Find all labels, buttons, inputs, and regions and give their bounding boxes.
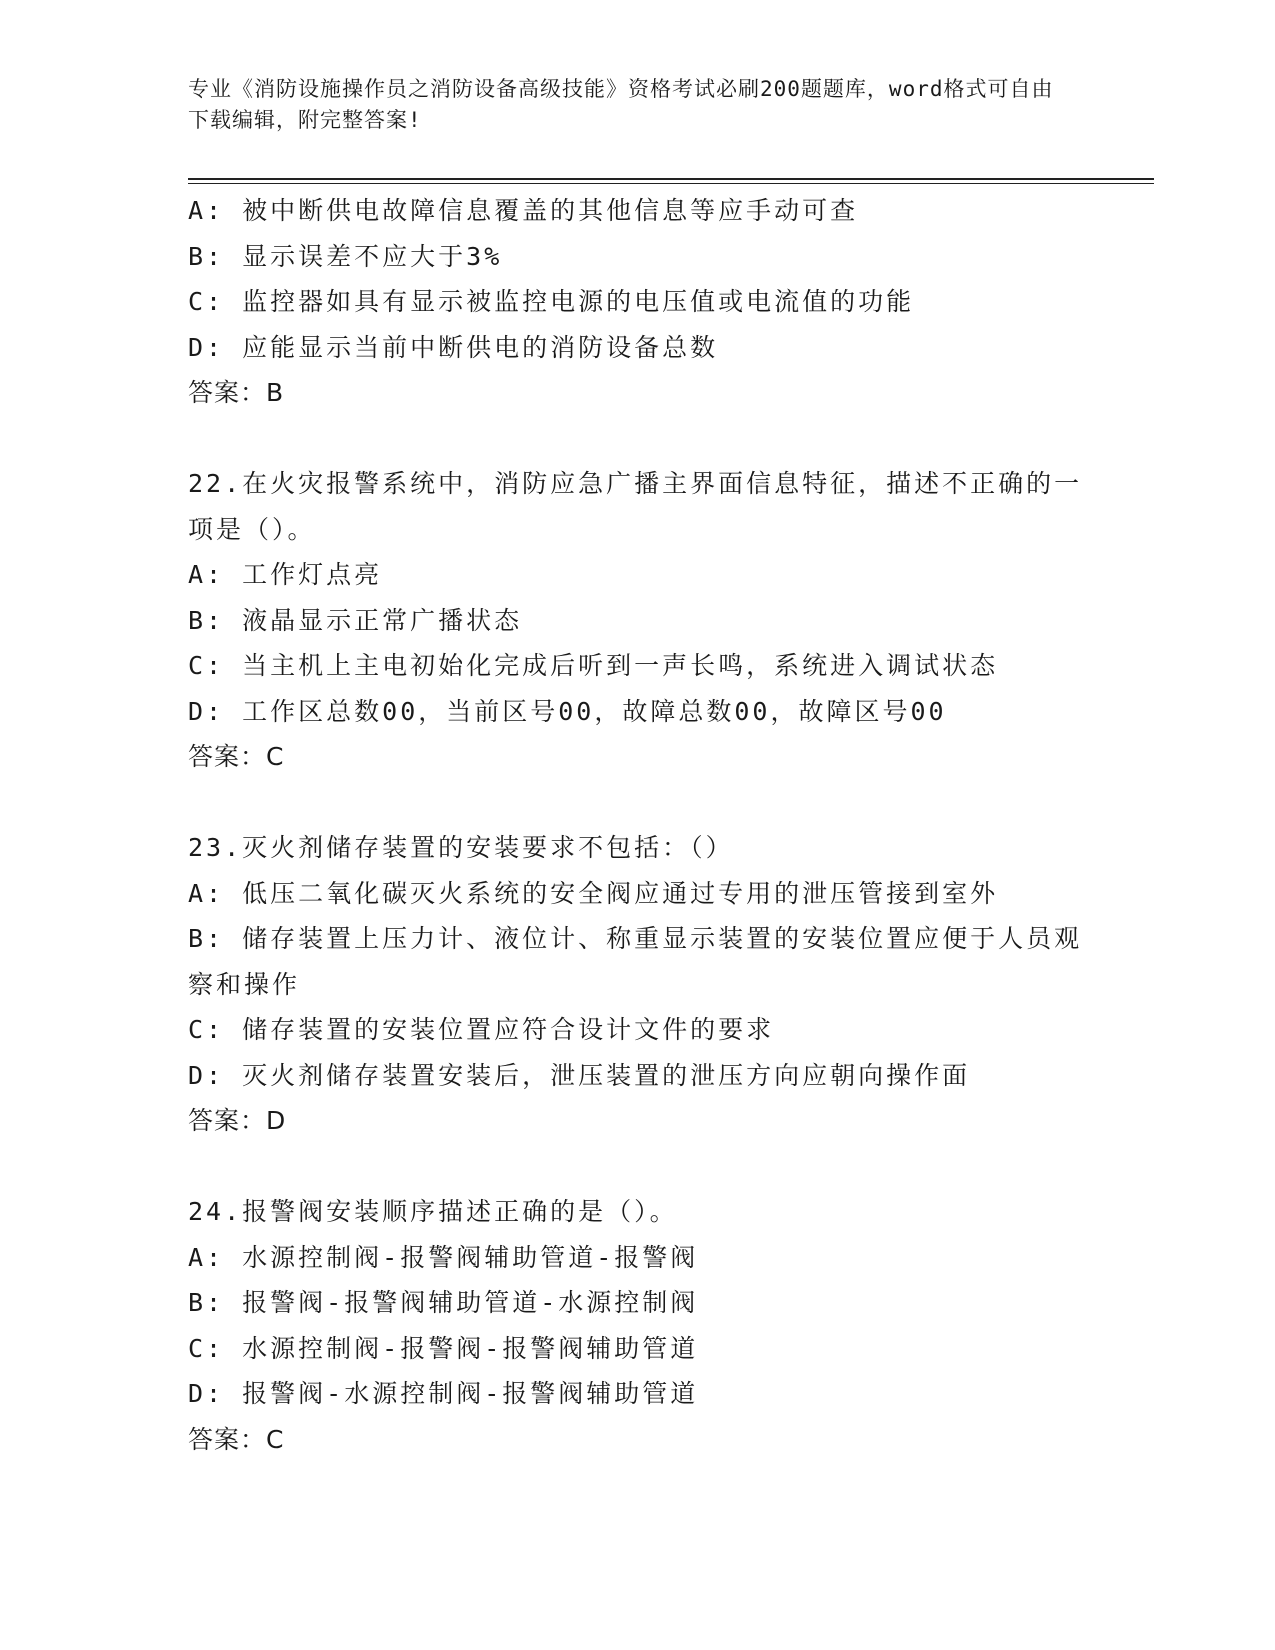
question-23 — [188, 825, 1088, 1144]
question-21-fragment — [188, 188, 1088, 416]
spacer — [188, 780, 1088, 826]
spacer — [188, 1144, 1088, 1190]
option-d: D: 应能显示当前中断供电的消防设备总数 — [188, 332, 719, 362]
answer: 答案：D — [188, 1106, 287, 1135]
document-header: 专业《消防设施操作员之消防设备高级技能》资格考试必刷200题题库，word格式可自由下载编辑，附完整答案! — [188, 77, 1054, 132]
question-stem: 22.在火灾报警系统中，消防应急广播主界面信息特征，描述不正确的一项是（）。 — [188, 469, 1083, 544]
question-stem: 24.报警阀安装顺序描述正确的是（）。 — [188, 1197, 678, 1226]
option-c: C: 监控器如具有显示被监控电源的电压值或电流值的功能 — [188, 287, 915, 316]
option-c: C: 储存装置的安装位置应符合设计文件的要求 — [188, 1015, 775, 1044]
option-c: C: 当主机上主电初始化完成后听到一声长鸣，系统进入调试状态 — [188, 651, 999, 680]
answer: 答案：B — [188, 378, 285, 407]
option-b: B: 储存装置上压力计、液位计、称重显示装置的安装位置应便于人员观察和操作 — [188, 924, 1083, 999]
header-divider-thin — [188, 183, 1154, 184]
option-b: B: 液晶显示正常广播状态 — [188, 605, 523, 635]
option-c: C: 水源控制阀-报警阀-报警阀辅助管道 — [188, 1333, 699, 1363]
answer: 答案：C — [188, 742, 285, 771]
option-b: B: 显示误差不应大于3% — [188, 241, 503, 271]
spacer — [188, 416, 1088, 462]
option-a: A: 被中断供电故障信息覆盖的其他信息等应手动可查 — [188, 196, 859, 225]
question-24 — [188, 1189, 1088, 1462]
question-list — [188, 188, 1088, 1462]
option-b: B: 报警阀-报警阀辅助管道-水源控制阀 — [188, 1288, 699, 1317]
header-divider-thick — [188, 178, 1154, 180]
option-d: D: 工作区总数00，当前区号00，故障总数00，故障区号00 — [188, 696, 947, 726]
option-a: A: 水源控制阀-报警阀辅助管道-报警阀 — [188, 1242, 699, 1272]
question-22 — [188, 461, 1088, 780]
question-stem: 23.灭火剂储存装置的安装要求不包括：（） — [188, 833, 734, 862]
answer: 答案：C — [188, 1424, 285, 1454]
option-a: A: 工作灯点亮 — [188, 560, 383, 589]
option-a: A: 低压二氧化碳灭火系统的安全阀应通过专用的泄压管接到室外 — [188, 878, 999, 908]
option-d: D: 灭火剂储存装置安装后，泄压装置的泄压方向应朝向操作面 — [188, 1060, 971, 1090]
option-d: D: 报警阀-水源控制阀-报警阀辅助管道 — [188, 1379, 699, 1408]
